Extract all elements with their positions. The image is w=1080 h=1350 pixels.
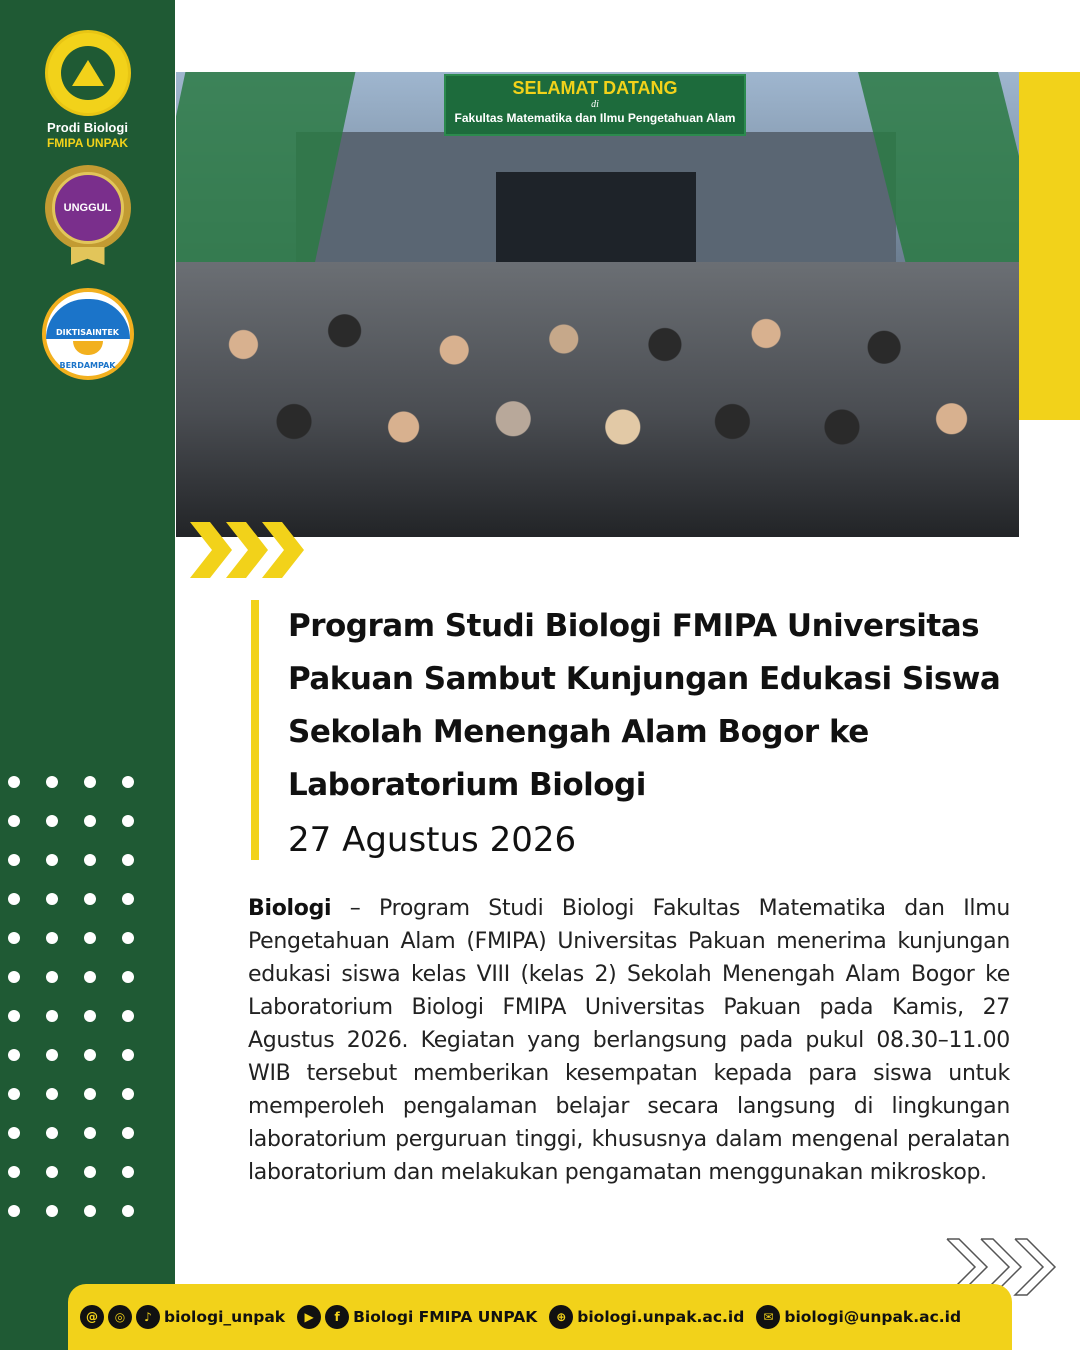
dot-pattern xyxy=(8,776,134,1244)
globe-icon[interactable]: ⊕ xyxy=(549,1305,573,1329)
contact-footer xyxy=(68,1284,1012,1350)
welcome-sign xyxy=(444,74,746,136)
diktis-logo xyxy=(42,288,134,380)
article-body-text: – Program Studi Biologi Fakultas Matematika dan Ilmu Pengetahuan Alam (FMIPA) Universitas Pakuan menerima kunjungan edukasi siswa kelas VIII (kelas 2) Sekolah Menengah Alam Bogor ke Laboratorium Biologi FMIPA Universitas Pakuan pada Kamis, 27 Agustus 2026. Kegiatan yang berlangsung pada pukul 08.30–11.00 WIB tersebut memberikan kesempatan kepada para siswa untuk memperoleh pengalaman belajar secara langsung di lingkungan laboratorium perguruan tinggi, khususnya dalam mengenal peralatan laboratorium dan melakukan pengamatan menggunakan mikroskop. xyxy=(248,896,1010,1185)
diktis-top-label: DIKTISAINTEK xyxy=(46,299,130,339)
welcome-sign-di: di xyxy=(591,99,599,110)
youtube-icon[interactable]: ▶ xyxy=(297,1305,321,1329)
article-headline: Program Studi Biologi FMIPA Universitas Pakuan Sambut Kunjungan Edukasi Siswa Sekolah Menengah Alam Bogor ke Laboratorium Biologi xyxy=(288,608,1001,803)
unpak-logo-block xyxy=(0,30,175,150)
social-handle[interactable]: biologi_unpak xyxy=(164,1308,286,1326)
unggul-badge-block xyxy=(0,165,175,265)
article-body xyxy=(248,892,1010,1189)
yellow-accent-block xyxy=(1019,72,1080,420)
title-accent-bar xyxy=(251,600,259,860)
email-link[interactable]: biologi@unpak.ac.id xyxy=(784,1308,962,1326)
unpak-emblem-icon xyxy=(72,60,104,86)
unggul-badge xyxy=(45,165,131,251)
website-link[interactable]: biologi.unpak.ac.id xyxy=(577,1308,745,1326)
diktis-figure-icon xyxy=(73,341,103,355)
article-date: 27 Agustus 2026 xyxy=(288,820,577,860)
unpak-logo xyxy=(45,30,131,116)
diktis-bottom-label: BERDAMPAK xyxy=(59,360,116,370)
welcome-sign-title: SELAMAT DATANG xyxy=(512,78,678,98)
prodi-faculty: FMIPA UNPAK xyxy=(46,136,129,150)
diktis-logo-block xyxy=(0,288,175,380)
ribbon-icon xyxy=(71,247,105,265)
article-lead-word: Biologi xyxy=(248,896,332,921)
left-sidebar xyxy=(0,0,175,1350)
facebook-page-name[interactable]: Biologi FMIPA UNPAK xyxy=(353,1308,538,1326)
welcome-sign-subtitle: Fakultas Matematika dan Ilmu Pengetahuan Alam xyxy=(454,111,736,125)
students-group xyxy=(176,262,1019,537)
facebook-icon[interactable]: f xyxy=(325,1305,349,1329)
unggul-badge-label: UNGGUL xyxy=(52,172,124,244)
threads-icon[interactable]: @ xyxy=(80,1305,104,1329)
mail-icon[interactable]: ✉ xyxy=(756,1305,780,1329)
instagram-icon[interactable]: ◎ xyxy=(108,1305,132,1329)
prodi-name: Prodi Biologi xyxy=(47,120,128,135)
chevron-arrows-icon xyxy=(190,520,305,580)
tiktok-icon[interactable]: ♪ xyxy=(136,1305,160,1329)
group-photo xyxy=(176,72,1019,537)
